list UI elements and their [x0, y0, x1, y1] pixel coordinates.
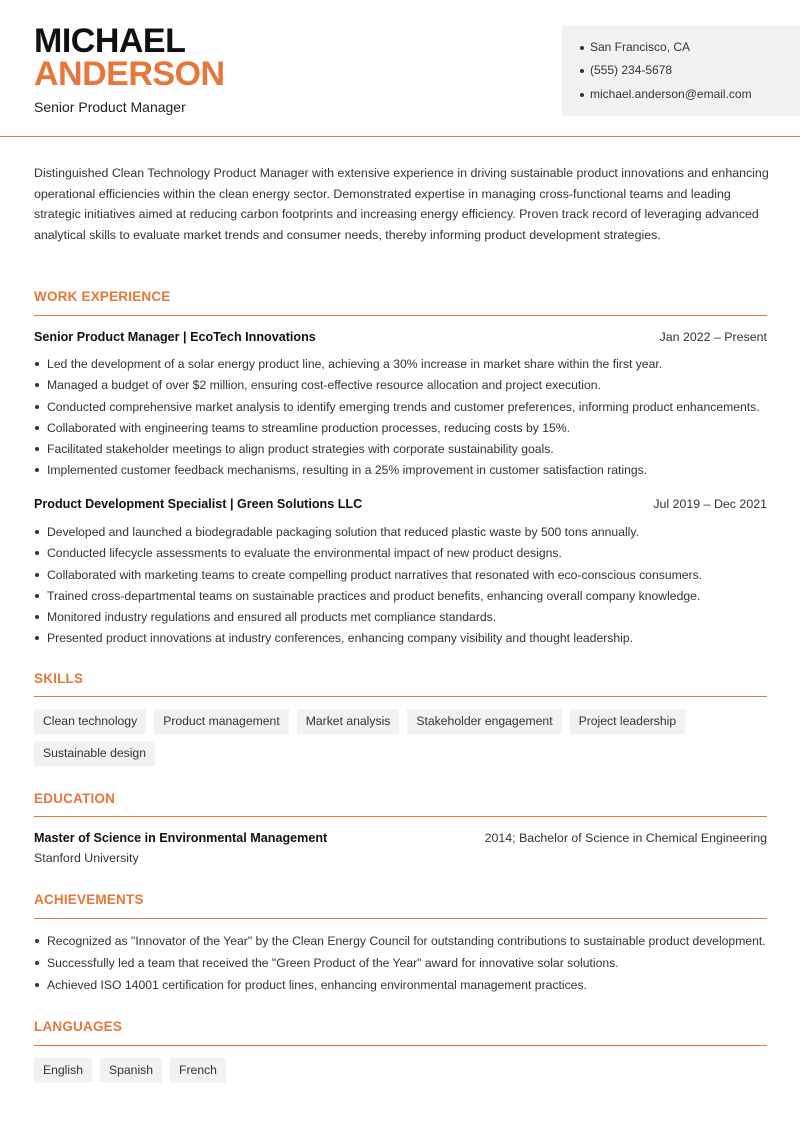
skill-chip: Stakeholder engagement — [407, 709, 561, 734]
job-dates: Jan 2022 – Present — [659, 330, 767, 344]
skill-chip: Product management — [154, 709, 289, 734]
job-bullets — [34, 524, 774, 652]
section-title-languages: LANGUAGES — [34, 1019, 123, 1034]
section-title-skills: SKILLS — [34, 671, 84, 686]
contact-phone: (555) 234-5678 — [590, 63, 673, 77]
job-header — [34, 330, 767, 344]
list-item: Presented product innovations at industry conferences, enhancing company visibility and thought leadership. — [34, 630, 774, 651]
list-item: Monitored industry regulations and ensured all products met compliance standards. — [34, 609, 774, 630]
resume-header — [0, 0, 800, 137]
section-divider — [34, 1045, 767, 1046]
education-row — [34, 831, 767, 845]
list-item: Achieved ISO 14001 certification for product lines, enhancing environmental management practices. — [34, 977, 774, 999]
language-chip: Spanish — [100, 1058, 162, 1083]
list-item: Collaborated with marketing teams to create compelling product narratives that resonated with eco-conscious consumers. — [34, 567, 774, 588]
language-chip: English — [34, 1058, 92, 1083]
skill-chip: Clean technology — [34, 709, 146, 734]
first-name: MICHAEL — [34, 22, 186, 60]
job-role-company: Senior Product Manager | EcoTech Innovations — [34, 330, 316, 344]
list-item: Collaborated with engineering teams to streamline production processes, reducing costs by 15%. — [34, 420, 774, 441]
contact-location: San Francisco, CA — [590, 40, 691, 54]
list-item: Trained cross-departmental teams on sustainable practices and product benefits, enhancing overall company knowledge. — [34, 588, 774, 609]
job-dates: Jul 2019 – Dec 2021 — [653, 497, 767, 511]
job-title: Senior Product Manager — [34, 99, 186, 115]
section-divider — [34, 918, 767, 919]
job-role-company: Product Development Specialist | Green Solutions LLC — [34, 497, 363, 511]
list-item: Developed and launched a biodegradable packaging solution that reduced plastic waste by 500 tons annually. — [34, 524, 774, 545]
job-header — [34, 497, 767, 511]
section-title-education: EDUCATION — [34, 791, 116, 806]
section-title-work: WORK EXPERIENCE — [34, 289, 171, 304]
job-bullets — [34, 356, 774, 484]
section-divider — [34, 816, 767, 817]
skill-chip: Sustainable design — [34, 741, 155, 766]
list-item: Led the development of a solar energy product line, achieving a 30% increase in market share within the first year. — [34, 356, 774, 377]
last-name: ANDERSON — [34, 55, 225, 93]
education-meta: 2014; Bachelor of Science in Chemical Engineering — [484, 831, 767, 845]
degree: Master of Science in Environmental Management — [34, 831, 328, 845]
skills-list — [34, 709, 774, 766]
achievements-list — [34, 933, 774, 999]
list-item: Facilitated stakeholder meetings to align product strategies with corporate sustainability goals. — [34, 441, 774, 462]
contact-email[interactable]: michael.anderson@email.com — [590, 87, 752, 101]
list-item: Managed a budget of over $2 million, ensuring cost-effective resource allocation and project execution. — [34, 377, 774, 398]
list-item: Conducted lifecycle assessments to evaluate the environmental impact of new product designs. — [34, 545, 774, 566]
section-title-achievements: ACHIEVEMENTS — [34, 892, 144, 907]
list-item: Recognized as "Innovator of the Year" by the Clean Energy Council for outstanding contributions to sustainable product development. — [34, 933, 774, 955]
list-item: Successfully led a team that received the "Green Product of the Year" award for innovative solar solutions. — [34, 955, 774, 977]
list-item: Implemented customer feedback mechanisms, resulting in a 25% improvement in customer satisfaction ratings. — [34, 462, 774, 483]
skill-chip: Market analysis — [297, 709, 400, 734]
school-name: Stanford University — [34, 851, 139, 865]
section-divider — [34, 696, 767, 697]
languages-list — [34, 1058, 774, 1083]
section-divider — [34, 315, 767, 316]
professional-summary: Distinguished Clean Technology Product Manager with extensive experience in driving sustainable product innovations and enhancing operational efficiencies within the clean energy sector. Demonstrated expertise in managing cross-functional teams and leading strategic initiatives aimed at reducing carbon footprints and increasing energy efficiency. Proven track record of leveraging advanced analytical skills to evaluate market trends and consumer needs, thereby informing product development strategies. — [34, 166, 769, 242]
contact-box — [562, 26, 800, 116]
list-item: Conducted comprehensive market analysis to identify emerging trends and customer preferences, informing product enhancements. — [34, 399, 774, 420]
skill-chip: Project leadership — [570, 709, 686, 734]
language-chip: French — [170, 1058, 226, 1083]
